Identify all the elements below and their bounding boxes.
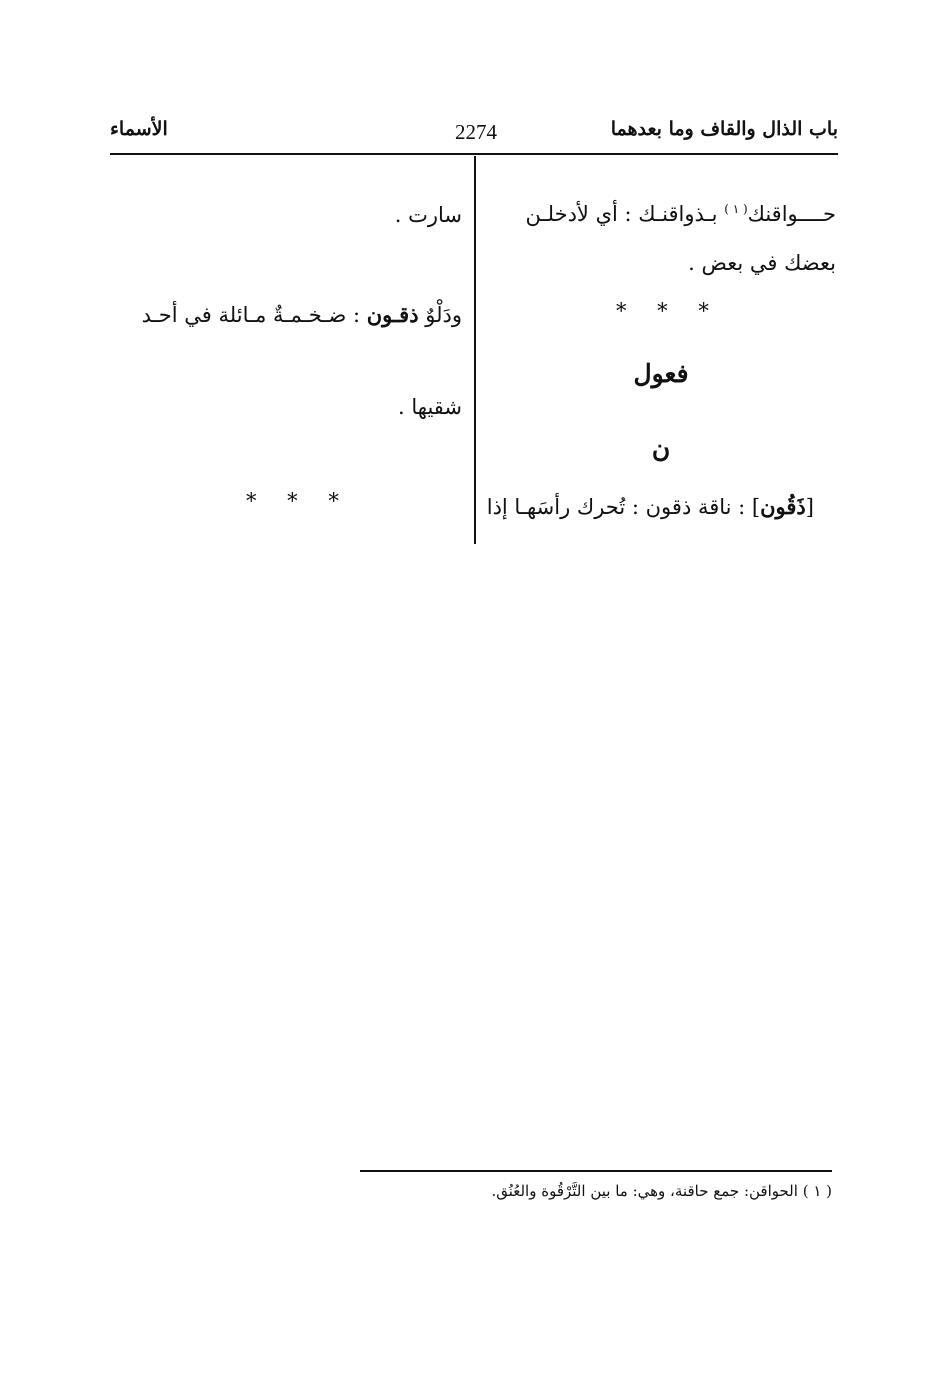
right-line-1-word: حــــواقنك <box>747 202 836 226</box>
left-line-2-rest: : ضـخـمـةٌ مـائلة في أحـد <box>141 303 361 327</box>
header-rule <box>110 153 838 155</box>
right-column <box>486 156 836 546</box>
section-heading: فعول <box>633 359 689 388</box>
left-line-1: سارت . <box>394 203 462 227</box>
left-line-2 <box>142 300 462 330</box>
left-line-3: شقيها . <box>398 395 462 419</box>
left-stars-divider: * * * <box>246 489 351 513</box>
left-headword: ذقـون <box>366 302 419 327</box>
right-line-2: بعضك في بعض . <box>688 251 836 275</box>
footnote: ( ١ ) الحواقن: جمع حاقنة، وهي: ما بين التَّرْقُوة والعُنُق. <box>491 1182 832 1200</box>
letter-heading: ن <box>651 434 671 463</box>
right-line-1-rest: بـذواقنـك : أي لأدخلـن <box>525 202 718 226</box>
right-stars-divider: * * * <box>616 299 721 323</box>
footnote-marker: ( ١ ) <box>724 202 748 216</box>
footnote-rule <box>360 1170 832 1172</box>
entry-bracket: [ <box>805 495 814 519</box>
chapter-title: باب الذال والقاف وما بعدهما <box>610 118 838 140</box>
entry-definition: ] : ناقة ذقون : تُحرك رأسَهـا إذا <box>486 495 761 519</box>
section-title: الأسماء <box>110 118 168 140</box>
left-line-2-pre: ودَلْوٌ <box>425 303 462 327</box>
left-column <box>110 156 462 546</box>
right-line-1 <box>526 194 837 229</box>
right-entry-line <box>487 492 814 522</box>
column-divider <box>474 156 476 544</box>
page-number: 2274 <box>455 120 497 144</box>
entry-headword: ذَقُون <box>760 494 806 519</box>
